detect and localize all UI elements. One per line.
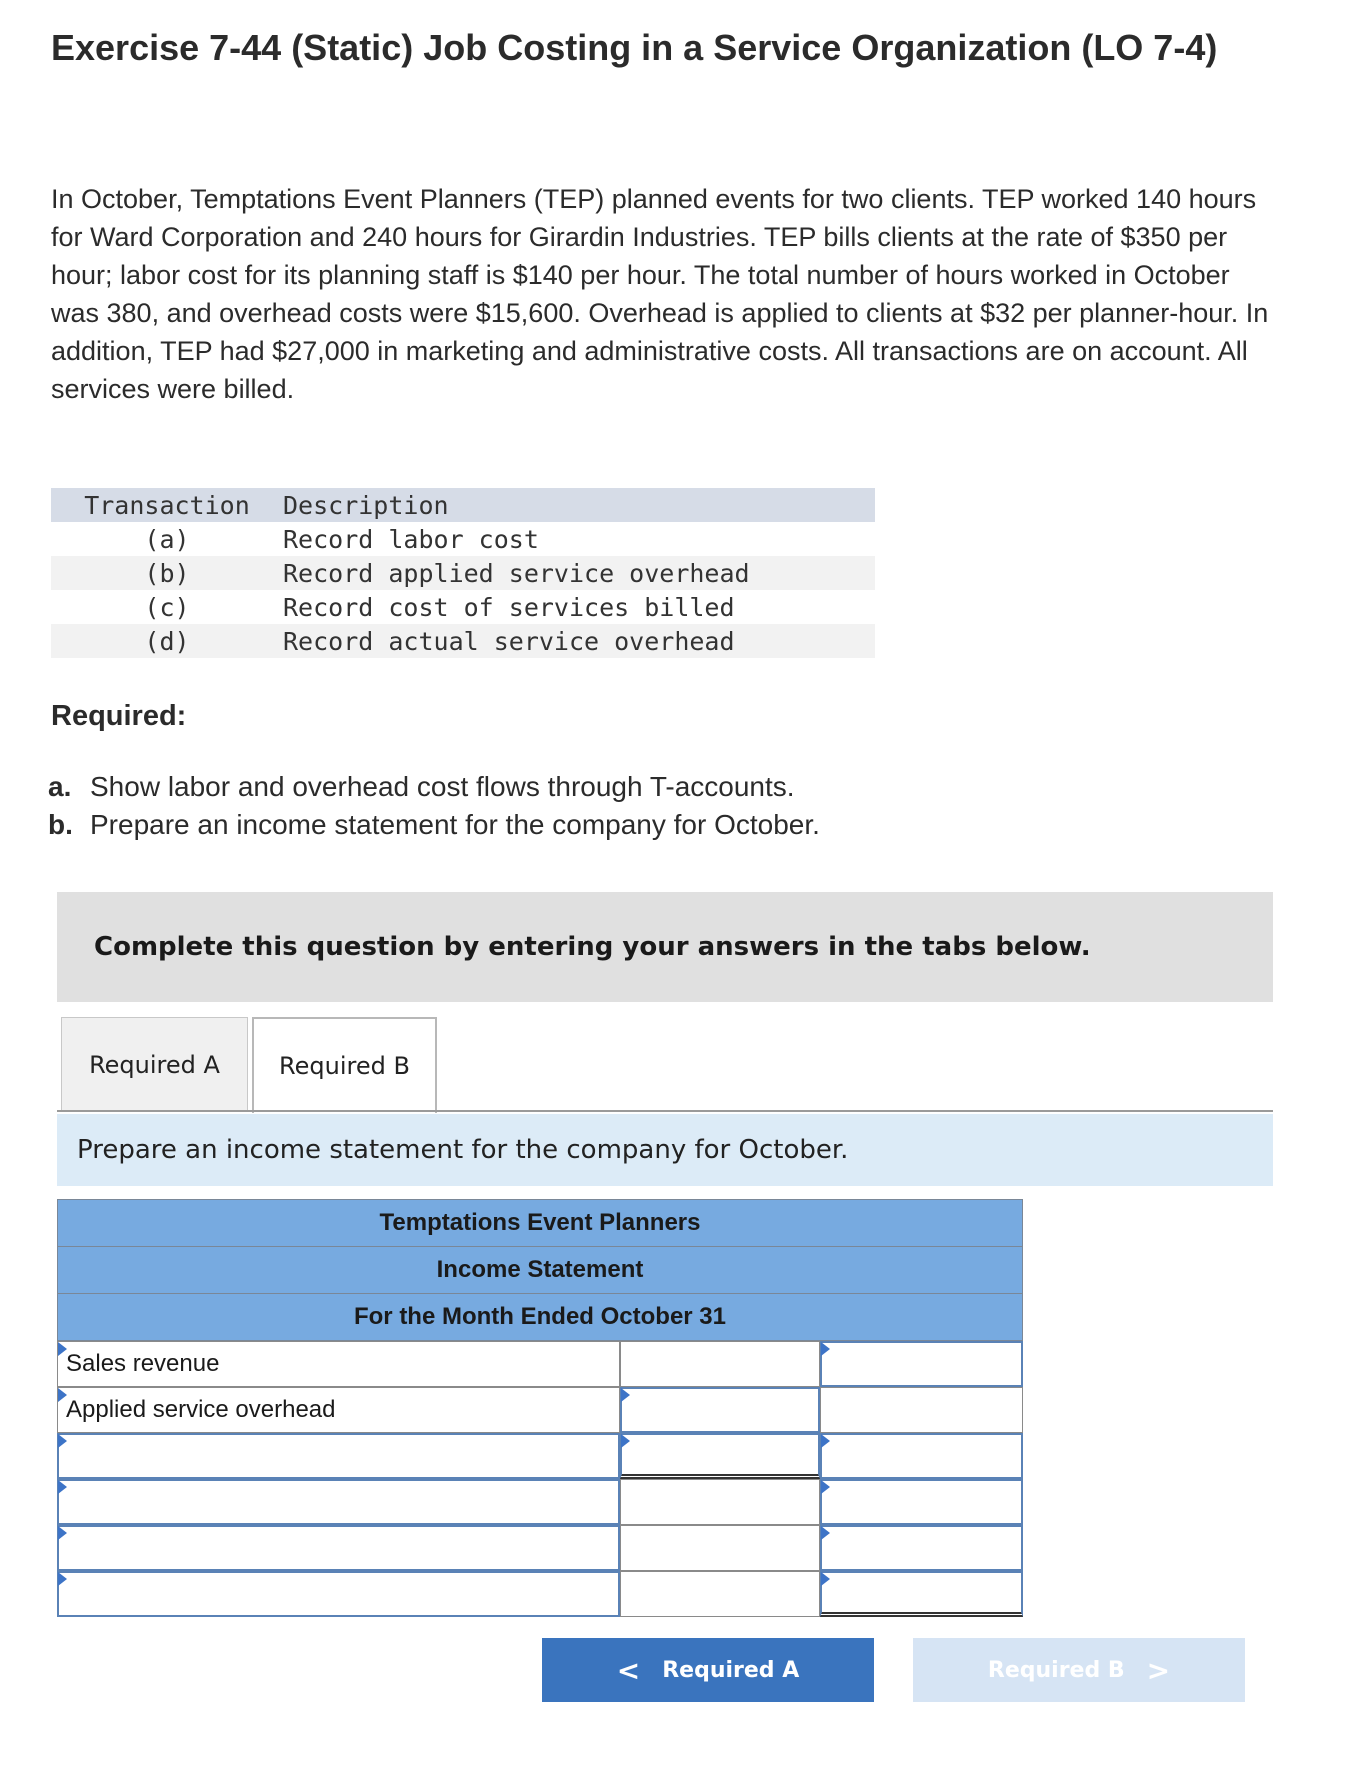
input-flag-icon	[821, 1572, 830, 1586]
input-flag-icon	[821, 1434, 830, 1448]
required-heading: Required:	[51, 700, 187, 732]
statement-row	[57, 1341, 1023, 1387]
statement-company-name: Temptations Event Planners	[57, 1199, 1023, 1246]
statement-row	[57, 1433, 1023, 1479]
transaction-description: Record labor cost	[283, 524, 539, 554]
statement-row	[57, 1479, 1023, 1525]
transaction-id: (c)	[144, 592, 190, 622]
tab-instruction: Prepare an income statement for the company for October.	[57, 1114, 1273, 1186]
total-input[interactable]	[820, 1433, 1023, 1479]
tab-required-a[interactable]: Required A	[61, 1017, 248, 1111]
statement-label-select[interactable]	[57, 1341, 620, 1387]
required-item-text: Prepare an income statement for the company for October.	[90, 809, 820, 840]
amount-input[interactable]	[620, 1341, 820, 1387]
dropdown-flag-icon	[58, 1572, 67, 1586]
statement-row	[57, 1525, 1023, 1571]
total-input[interactable]	[820, 1525, 1023, 1571]
transaction-id: (d)	[144, 626, 190, 656]
amount-input[interactable]	[620, 1387, 820, 1433]
description-column-header: Description	[283, 490, 449, 520]
dropdown-flag-icon	[58, 1434, 67, 1448]
required-item-a	[48, 768, 820, 806]
statement-title: Income Statement	[57, 1246, 1023, 1293]
statement-label-select[interactable]	[57, 1525, 620, 1571]
total-input[interactable]	[820, 1479, 1023, 1525]
input-flag-icon	[821, 1526, 830, 1540]
table-row	[51, 556, 875, 590]
income-statement	[57, 1199, 1023, 1617]
amount-input[interactable]	[620, 1571, 820, 1617]
chevron-right-icon: >	[1146, 1653, 1171, 1687]
amount-input[interactable]	[620, 1433, 820, 1479]
table-row	[51, 522, 875, 556]
transaction-column-header: Transaction	[84, 490, 250, 520]
total-input[interactable]	[820, 1571, 1023, 1617]
transaction-description: Record applied service overhead	[283, 558, 750, 588]
required-item-letter: a.	[48, 771, 72, 802]
total-input[interactable]	[820, 1387, 1023, 1433]
input-flag-icon	[621, 1388, 630, 1402]
dropdown-flag-icon	[58, 1388, 67, 1402]
statement-period: For the Month Ended October 31	[57, 1293, 1023, 1341]
transaction-id: (b)	[144, 558, 190, 588]
transaction-description: Record cost of services billed	[283, 592, 735, 622]
table-row	[51, 590, 875, 624]
required-item-b	[48, 806, 820, 844]
amount-input[interactable]	[620, 1479, 820, 1525]
total-input[interactable]	[820, 1341, 1023, 1387]
required-list	[48, 768, 820, 844]
statement-label-select[interactable]	[57, 1571, 620, 1617]
transaction-id: (a)	[144, 524, 190, 554]
tab-divider	[57, 1110, 1273, 1112]
instructions-banner: Complete this question by entering your answers in the tabs below.	[57, 892, 1273, 1002]
transaction-table-header	[51, 488, 875, 522]
next-button[interactable]	[913, 1638, 1245, 1702]
statement-row	[57, 1571, 1023, 1617]
table-row	[51, 624, 875, 658]
exercise-title: Exercise 7-44 (Static) Job Costing in a Service Organization (LO 7-4)	[51, 27, 1218, 68]
problem-text: In October, Temptations Event Planners (TEP) planned events for two clients. TEP worked 140 hours for Ward Corporation and 240 hours for Girardin Industries. TEP bills clients at the rate of $350 per hour; labor cost for its planning staff is $140 per hour. The total number of hours worked in October was 380, and overhead costs were $15,600. Overhead is applied to clients at $32 per planner-hour. In addition, TEP had $27,000 in marketing and administrative costs. All transactions are on account. All services were billed.	[51, 184, 1269, 404]
tab-required-b[interactable]: Required B	[252, 1017, 437, 1113]
chevron-left-icon: <	[616, 1653, 641, 1687]
input-flag-icon	[821, 1342, 830, 1356]
previous-button-label: Required A	[662, 1657, 800, 1683]
previous-button[interactable]	[542, 1638, 874, 1702]
statement-label-select[interactable]	[57, 1433, 620, 1479]
dropdown-flag-icon	[58, 1342, 67, 1356]
amount-input[interactable]	[620, 1525, 820, 1571]
statement-label-select[interactable]	[57, 1479, 620, 1525]
required-item-text: Show labor and overhead cost flows through T-accounts.	[90, 771, 795, 802]
input-flag-icon	[621, 1434, 630, 1448]
required-item-letter: b.	[48, 809, 73, 840]
statement-row	[57, 1387, 1023, 1433]
input-flag-icon	[821, 1480, 830, 1494]
transaction-table	[51, 488, 875, 658]
dropdown-flag-icon	[58, 1526, 67, 1540]
dropdown-flag-icon	[58, 1480, 67, 1494]
next-button-label: Required B	[987, 1657, 1125, 1683]
transaction-description: Record actual service overhead	[283, 626, 735, 656]
statement-label-select[interactable]	[57, 1387, 620, 1433]
